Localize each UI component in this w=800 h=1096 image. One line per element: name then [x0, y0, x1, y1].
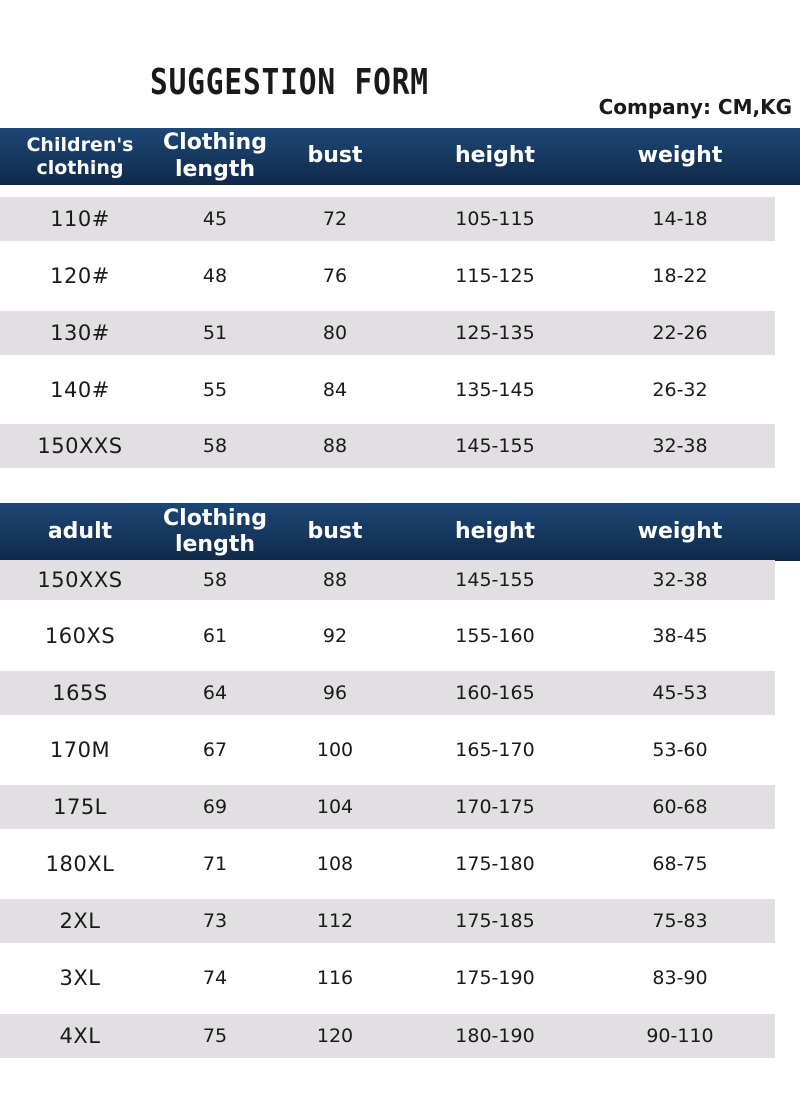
table-row	[0, 197, 775, 241]
cell-height: 145-155	[455, 569, 535, 591]
table-row	[0, 785, 775, 829]
header-weight: weight	[637, 143, 723, 169]
cell-length: 45	[202, 208, 228, 230]
cell-size: 2XL	[59, 909, 101, 933]
cell-size: 165S	[52, 681, 108, 705]
cell-length: 69	[202, 796, 228, 818]
page-title: SUGGESTION FORM	[150, 62, 429, 103]
cell-weight: 32-38	[652, 435, 708, 457]
cell-size: 4XL	[59, 1024, 101, 1048]
adult-table-header	[0, 503, 800, 561]
header-clothing-length: Clothing length	[163, 130, 267, 182]
header-height: height	[454, 518, 536, 544]
cell-bust: 96	[322, 682, 348, 704]
company-units-label: Company: CM,KG	[598, 95, 792, 119]
cell-weight: 38-45	[652, 625, 708, 647]
header-size-adult: adult	[47, 518, 113, 544]
cell-length: 58	[202, 569, 228, 591]
cell-length: 61	[202, 625, 228, 647]
cell-length: 71	[202, 853, 228, 875]
cell-height: 165-170	[455, 739, 535, 761]
cell-size: 150XXS	[37, 434, 123, 458]
children-table-header	[0, 128, 800, 185]
cell-size: 180XL	[45, 852, 115, 876]
cell-length: 51	[202, 322, 228, 344]
cell-size: 110#	[50, 207, 110, 231]
cell-size: 3XL	[59, 966, 101, 990]
cell-weight: 68-75	[652, 853, 708, 875]
cell-weight: 45-53	[652, 682, 708, 704]
cell-height: 135-145	[455, 379, 535, 401]
cell-size: 140#	[50, 378, 110, 402]
table-row	[0, 424, 775, 468]
cell-bust: 112	[316, 910, 354, 932]
cell-weight: 32-38	[652, 569, 708, 591]
cell-height: 105-115	[455, 208, 535, 230]
cell-length: 73	[202, 910, 228, 932]
cell-weight: 60-68	[652, 796, 708, 818]
cell-bust: 100	[316, 739, 354, 761]
cell-weight: 26-32	[652, 379, 708, 401]
header-clothing-length: Clothing length	[163, 505, 267, 557]
cell-height: 155-160	[455, 625, 535, 647]
cell-height: 175-190	[455, 967, 535, 989]
cell-bust: 88	[322, 569, 348, 591]
cell-height: 160-165	[455, 682, 535, 704]
cell-size: 120#	[50, 264, 110, 288]
table-row	[0, 614, 775, 658]
cell-weight: 18-22	[652, 265, 708, 287]
cell-bust: 76	[322, 265, 348, 287]
cell-length: 58	[202, 435, 228, 457]
cell-bust: 80	[322, 322, 348, 344]
table-row	[0, 956, 775, 1000]
cell-height: 115-125	[455, 265, 535, 287]
cell-bust: 84	[322, 379, 348, 401]
table-row	[0, 560, 775, 600]
cell-length: 48	[202, 265, 228, 287]
header-bust: bust	[307, 143, 363, 169]
cell-size: 150XXS	[37, 568, 123, 592]
cell-weight: 53-60	[652, 739, 708, 761]
cell-length: 67	[202, 739, 228, 761]
cell-bust: 92	[322, 625, 348, 647]
cell-bust: 120	[316, 1025, 354, 1047]
cell-length: 74	[202, 967, 228, 989]
cell-weight: 83-90	[652, 967, 708, 989]
cell-height: 180-190	[455, 1025, 535, 1047]
table-row	[0, 254, 775, 298]
cell-size: 160XS	[44, 624, 116, 648]
cell-height: 175-185	[455, 910, 535, 932]
table-row	[0, 842, 775, 886]
header-height: height	[454, 143, 536, 169]
header-bust: bust	[307, 518, 363, 544]
table-row	[0, 1014, 775, 1058]
cell-height: 170-175	[455, 796, 535, 818]
cell-size: 175L	[53, 795, 107, 819]
table-row	[0, 311, 775, 355]
cell-length: 75	[202, 1025, 228, 1047]
cell-height: 175-180	[455, 853, 535, 875]
cell-weight: 90-110	[646, 1025, 714, 1047]
cell-size: 170M	[49, 738, 111, 762]
cell-weight: 75-83	[652, 910, 708, 932]
header-weight: weight	[637, 518, 723, 544]
cell-height: 125-135	[455, 322, 535, 344]
cell-length: 64	[202, 682, 228, 704]
cell-bust: 104	[316, 796, 354, 818]
table-row	[0, 728, 775, 772]
cell-bust: 88	[322, 435, 348, 457]
cell-height: 145-155	[455, 435, 535, 457]
table-row	[0, 368, 775, 412]
cell-size: 130#	[50, 321, 110, 345]
header-size-children: Children's clothing	[26, 133, 134, 179]
cell-length: 55	[202, 379, 228, 401]
table-row	[0, 671, 775, 715]
table-row	[0, 899, 775, 943]
cell-bust: 72	[322, 208, 348, 230]
cell-weight: 14-18	[652, 208, 708, 230]
cell-bust: 116	[316, 967, 354, 989]
cell-weight: 22-26	[652, 322, 708, 344]
cell-bust: 108	[316, 853, 354, 875]
